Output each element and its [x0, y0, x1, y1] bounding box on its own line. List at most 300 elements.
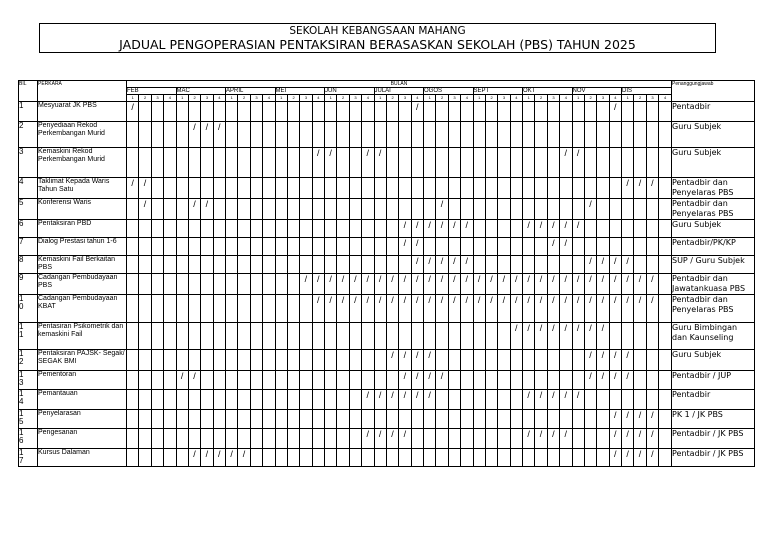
row-perkara: Kursus Dalaman — [38, 449, 127, 467]
tick-mark: / — [312, 274, 324, 295]
week-cell — [634, 256, 646, 274]
week-cell — [473, 449, 485, 467]
tick-mark: / — [448, 220, 460, 238]
week-cell — [226, 274, 238, 295]
week-cell — [188, 256, 200, 274]
tick-mark: / — [473, 274, 485, 295]
week-cell — [547, 122, 559, 148]
week-cell — [139, 295, 151, 323]
week-cell — [312, 122, 324, 148]
week-cell — [362, 238, 374, 256]
week-cell — [250, 102, 262, 122]
table-row — [19, 256, 755, 274]
week-cell — [337, 390, 349, 410]
week-cell — [312, 178, 324, 199]
week-cell — [213, 148, 225, 178]
week-cell — [597, 449, 609, 467]
tick-mark: / — [523, 274, 535, 295]
week-cell — [473, 178, 485, 199]
week-header: 2 — [139, 95, 151, 102]
week-cell — [362, 256, 374, 274]
tick-mark: / — [399, 220, 411, 238]
tick-mark: / — [646, 429, 658, 449]
week-header: 1 — [473, 95, 485, 102]
week-cell — [164, 429, 176, 449]
week-cell — [510, 178, 522, 199]
tick-mark: / — [498, 274, 510, 295]
tick-mark: / — [424, 371, 436, 390]
week-cell — [411, 199, 423, 220]
week-cell — [164, 256, 176, 274]
tick-mark: / — [325, 274, 337, 295]
row-penanggungjawab: Guru Subjek — [672, 220, 755, 238]
week-cell — [485, 220, 497, 238]
week-cell — [139, 323, 151, 350]
tick-mark: / — [622, 256, 634, 274]
row-perkara: Penyediaan Rekod Perkembangan Murid — [38, 122, 127, 148]
week-cell — [485, 371, 497, 390]
week-cell — [127, 199, 139, 220]
week-cell — [374, 238, 386, 256]
week-cell — [275, 178, 287, 199]
week-cell — [349, 238, 361, 256]
week-cell — [634, 199, 646, 220]
week-header: 4 — [461, 95, 473, 102]
tick-mark: / — [386, 274, 398, 295]
tick-mark: / — [374, 429, 386, 449]
week-cell — [238, 274, 250, 295]
week-cell — [510, 122, 522, 148]
week-header: 2 — [188, 95, 200, 102]
week-cell — [263, 199, 275, 220]
row-penanggungjawab: Guru Bimbingan dan Kaunseling — [672, 323, 755, 350]
week-cell — [188, 295, 200, 323]
week-cell — [164, 295, 176, 323]
week-cell — [473, 220, 485, 238]
week-cell — [386, 199, 398, 220]
week-cell — [646, 148, 658, 178]
tick-mark: / — [560, 148, 572, 178]
week-cell — [362, 220, 374, 238]
header-row-months — [19, 88, 755, 95]
week-cell — [213, 102, 225, 122]
week-header: 1 — [275, 95, 287, 102]
tick-mark: / — [547, 220, 559, 238]
week-cell — [386, 449, 398, 467]
week-cell — [485, 410, 497, 429]
week-cell — [325, 390, 337, 410]
week-cell — [535, 148, 547, 178]
week-cell — [164, 238, 176, 256]
tick-mark: / — [399, 429, 411, 449]
week-cell — [399, 178, 411, 199]
week-cell — [572, 449, 584, 467]
row-bil: 1 — [19, 102, 38, 122]
week-cell — [547, 410, 559, 429]
week-header: 2 — [535, 95, 547, 102]
month-header: JUN — [325, 88, 375, 95]
week-cell — [337, 410, 349, 429]
week-cell — [597, 102, 609, 122]
week-cell — [164, 323, 176, 350]
week-header: 1 — [127, 95, 139, 102]
week-cell — [164, 449, 176, 467]
tick-mark: / — [176, 371, 188, 390]
week-cell — [584, 148, 596, 178]
tick-mark: / — [597, 295, 609, 323]
week-cell — [646, 238, 658, 256]
week-cell — [622, 238, 634, 256]
tick-mark: / — [436, 371, 448, 390]
week-cell — [250, 238, 262, 256]
week-cell — [362, 323, 374, 350]
month-header: FEB — [127, 88, 177, 95]
week-header: 1 — [325, 95, 337, 102]
tick-mark: / — [461, 220, 473, 238]
tick-mark: / — [312, 148, 324, 178]
row-bil: 8 — [19, 256, 38, 274]
tick-mark: / — [560, 429, 572, 449]
tick-mark: / — [461, 274, 473, 295]
week-cell — [325, 323, 337, 350]
week-cell — [300, 102, 312, 122]
week-cell — [188, 102, 200, 122]
row-bil: 3 — [19, 148, 38, 178]
week-cell — [448, 102, 460, 122]
row-perkara: Mesyuarat JK PBS — [38, 102, 127, 122]
week-cell — [634, 122, 646, 148]
week-cell — [250, 410, 262, 429]
tick-mark: / — [411, 390, 423, 410]
tick-mark: / — [560, 323, 572, 350]
week-cell — [151, 122, 163, 148]
week-cell — [275, 323, 287, 350]
week-cell — [300, 295, 312, 323]
tick-mark: / — [646, 410, 658, 429]
week-cell — [473, 350, 485, 371]
week-cell — [275, 148, 287, 178]
row-bil: 2 — [19, 122, 38, 148]
week-cell — [609, 199, 621, 220]
table-row — [19, 220, 755, 238]
tick-mark: / — [634, 410, 646, 429]
week-cell — [300, 371, 312, 390]
week-cell — [139, 350, 151, 371]
tick-mark: / — [622, 350, 634, 371]
week-header: 3 — [201, 95, 213, 102]
week-header: 3 — [250, 95, 262, 102]
week-cell — [287, 102, 299, 122]
week-cell — [151, 148, 163, 178]
week-cell — [275, 238, 287, 256]
row-penanggungjawab: Pentadbir / JUP — [672, 371, 755, 390]
week-cell — [485, 238, 497, 256]
week-cell — [622, 122, 634, 148]
week-cell — [226, 350, 238, 371]
week-cell — [337, 122, 349, 148]
week-cell — [213, 295, 225, 323]
tick-mark: / — [560, 295, 572, 323]
week-cell — [151, 178, 163, 199]
week-header: 4 — [164, 95, 176, 102]
week-cell — [349, 350, 361, 371]
tick-mark: / — [535, 323, 547, 350]
week-cell — [238, 429, 250, 449]
week-cell — [461, 238, 473, 256]
tick-mark: / — [436, 199, 448, 220]
week-cell — [188, 350, 200, 371]
tick-mark: / — [139, 199, 151, 220]
week-cell — [263, 220, 275, 238]
week-cell — [584, 178, 596, 199]
tick-mark: / — [547, 274, 559, 295]
week-cell — [213, 429, 225, 449]
week-cell — [424, 102, 436, 122]
week-cell — [374, 220, 386, 238]
week-cell — [263, 178, 275, 199]
week-cell — [597, 390, 609, 410]
week-cell — [510, 371, 522, 390]
week-cell — [349, 371, 361, 390]
tick-mark: / — [609, 429, 621, 449]
week-cell — [510, 148, 522, 178]
week-cell — [176, 350, 188, 371]
week-cell — [584, 410, 596, 429]
week-cell — [609, 323, 621, 350]
week-cell — [151, 371, 163, 390]
week-cell — [151, 238, 163, 256]
tick-mark: / — [473, 295, 485, 323]
tick-mark: / — [535, 295, 547, 323]
week-cell — [436, 122, 448, 148]
row-bil: 1 5 — [19, 410, 38, 429]
week-cell — [250, 295, 262, 323]
week-cell — [337, 323, 349, 350]
week-cell — [646, 350, 658, 371]
week-cell — [399, 323, 411, 350]
week-cell — [238, 323, 250, 350]
week-cell — [275, 350, 287, 371]
table-row — [19, 199, 755, 220]
week-cell — [547, 148, 559, 178]
row-bil: 1 0 — [19, 295, 38, 323]
week-header: 2 — [584, 95, 596, 102]
tick-mark: / — [572, 148, 584, 178]
week-cell — [287, 122, 299, 148]
week-cell — [139, 148, 151, 178]
week-cell — [646, 390, 658, 410]
week-cell — [127, 238, 139, 256]
tick-mark: / — [634, 449, 646, 467]
week-cell — [374, 178, 386, 199]
week-cell — [411, 148, 423, 178]
tick-mark: / — [312, 295, 324, 323]
week-cell — [226, 429, 238, 449]
week-cell — [411, 410, 423, 429]
week-cell — [213, 390, 225, 410]
week-cell — [646, 122, 658, 148]
week-cell — [312, 410, 324, 429]
week-cell — [572, 429, 584, 449]
week-cell — [349, 390, 361, 410]
week-cell — [498, 323, 510, 350]
week-cell — [312, 238, 324, 256]
week-cell — [584, 390, 596, 410]
tick-mark: / — [584, 295, 596, 323]
week-cell — [201, 220, 213, 238]
week-cell — [226, 295, 238, 323]
week-cell — [127, 256, 139, 274]
week-cell — [622, 148, 634, 178]
week-cell — [263, 323, 275, 350]
week-header: 4 — [560, 95, 572, 102]
week-cell — [424, 122, 436, 148]
row-bil: 1 4 — [19, 390, 38, 410]
week-cell — [250, 323, 262, 350]
week-cell — [448, 449, 460, 467]
tick-mark: / — [127, 178, 139, 199]
week-cell — [659, 220, 672, 238]
week-cell — [622, 199, 634, 220]
row-bil: 9 — [19, 274, 38, 295]
week-header: 4 — [362, 95, 374, 102]
week-cell — [560, 178, 572, 199]
week-cell — [659, 410, 672, 429]
week-cell — [151, 390, 163, 410]
week-cell — [325, 122, 337, 148]
week-cell — [634, 220, 646, 238]
week-cell — [498, 199, 510, 220]
tick-mark: / — [622, 410, 634, 429]
week-cell — [226, 102, 238, 122]
row-bil: 6 — [19, 220, 38, 238]
week-cell — [485, 449, 497, 467]
month-header: DIS — [622, 88, 672, 95]
week-cell — [473, 323, 485, 350]
week-cell — [399, 410, 411, 429]
week-cell — [374, 371, 386, 390]
week-cell — [176, 122, 188, 148]
week-cell — [560, 410, 572, 429]
tick-mark: / — [188, 122, 200, 148]
week-header: 2 — [386, 95, 398, 102]
week-header: 2 — [238, 95, 250, 102]
week-cell — [399, 102, 411, 122]
row-penanggungjawab: Pentadbir / JK PBS — [672, 449, 755, 467]
tick-mark: / — [646, 178, 658, 199]
week-cell — [238, 371, 250, 390]
tick-mark: / — [510, 274, 522, 295]
tick-mark: / — [461, 295, 473, 323]
week-header: 4 — [510, 95, 522, 102]
tick-mark: / — [424, 390, 436, 410]
tick-mark: / — [213, 449, 225, 467]
tick-mark: / — [560, 274, 572, 295]
row-bil: 4 — [19, 178, 38, 199]
week-cell — [238, 102, 250, 122]
week-cell — [127, 148, 139, 178]
week-cell — [238, 122, 250, 148]
tick-mark: / — [399, 274, 411, 295]
week-cell — [139, 371, 151, 390]
week-cell — [609, 238, 621, 256]
week-cell — [461, 102, 473, 122]
week-cell — [597, 220, 609, 238]
week-header: 3 — [399, 95, 411, 102]
week-cell — [362, 371, 374, 390]
week-cell — [473, 148, 485, 178]
week-cell — [386, 178, 398, 199]
tick-mark: / — [411, 371, 423, 390]
row-bil: 1 6 — [19, 429, 38, 449]
week-cell — [448, 390, 460, 410]
week-cell — [498, 429, 510, 449]
week-cell — [176, 295, 188, 323]
table-row — [19, 390, 755, 410]
row-perkara: Pementoran — [38, 371, 127, 390]
week-header: 3 — [646, 95, 658, 102]
week-cell — [176, 449, 188, 467]
week-cell — [325, 220, 337, 238]
tick-mark: / — [572, 274, 584, 295]
week-cell — [263, 238, 275, 256]
tick-mark: / — [597, 323, 609, 350]
col-bulan-header: BULAN — [127, 81, 672, 88]
week-cell — [473, 410, 485, 429]
week-cell — [287, 410, 299, 429]
week-cell — [399, 449, 411, 467]
week-cell — [213, 323, 225, 350]
tick-mark: / — [127, 102, 139, 122]
week-cell — [337, 148, 349, 178]
row-penanggungjawab: Guru Subjek — [672, 350, 755, 371]
week-cell — [386, 256, 398, 274]
week-cell — [572, 350, 584, 371]
week-cell — [312, 371, 324, 390]
week-cell — [448, 178, 460, 199]
week-cell — [275, 449, 287, 467]
week-cell — [461, 323, 473, 350]
tick-mark: / — [362, 148, 374, 178]
week-cell — [337, 178, 349, 199]
week-cell — [498, 350, 510, 371]
week-cell — [263, 371, 275, 390]
tick-mark: / — [622, 429, 634, 449]
week-cell — [659, 371, 672, 390]
week-cell — [250, 274, 262, 295]
tick-mark: / — [411, 238, 423, 256]
week-cell — [622, 390, 634, 410]
row-perkara: Kemaskini Rekod Perkembangan Murid — [38, 148, 127, 178]
week-cell — [127, 295, 139, 323]
row-penanggungjawab: SUP / Guru Subjek — [672, 256, 755, 274]
tick-mark: / — [424, 274, 436, 295]
row-bil: 1 3 — [19, 371, 38, 390]
tick-mark: / — [374, 295, 386, 323]
week-cell — [374, 199, 386, 220]
week-cell — [535, 199, 547, 220]
week-cell — [634, 238, 646, 256]
week-cell — [300, 429, 312, 449]
week-cell — [461, 371, 473, 390]
week-cell — [510, 256, 522, 274]
week-cell — [201, 410, 213, 429]
week-cell — [424, 323, 436, 350]
row-bil: 7 — [19, 238, 38, 256]
week-cell — [473, 371, 485, 390]
week-cell — [634, 350, 646, 371]
tick-mark: / — [535, 390, 547, 410]
